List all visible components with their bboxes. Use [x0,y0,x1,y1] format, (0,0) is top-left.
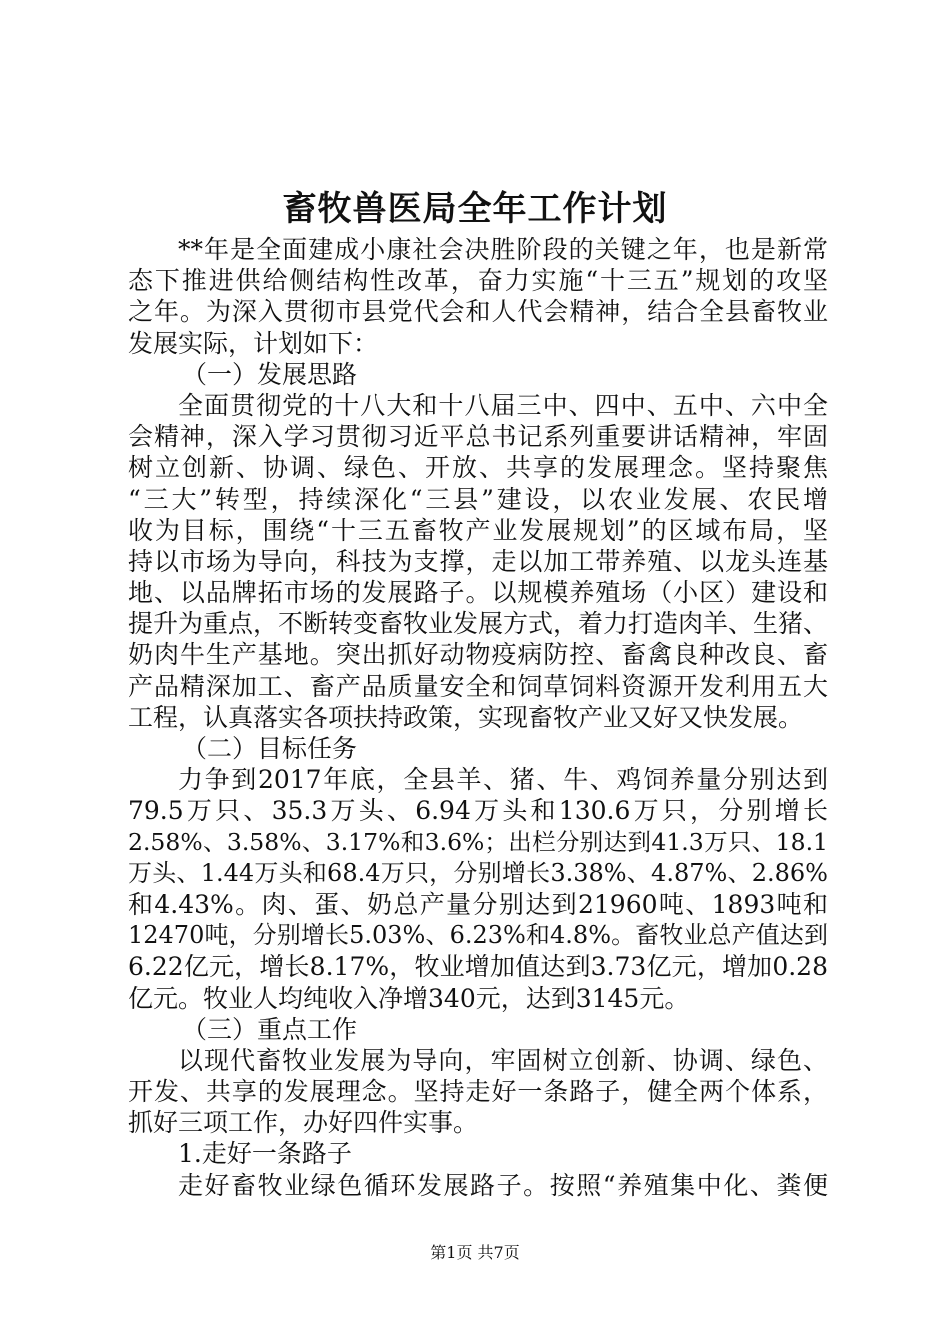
paragraph-line: 以现代畜牧业发展为导向，牢固树立创新、协调、绿色、 [178,1045,828,1075]
document-title: 畜牧兽医局全年工作计划 [282,189,668,229]
paragraph-line: 收为目标，围绕“十三五畜牧产业发展规划”的区域布局，坚 [128,515,828,545]
paragraph-line: 提升为重点，不断转变畜牧业发展方式，着力打造肉羊、生猪、 [128,609,829,639]
paragraph-line: 6.22亿元，增长8.17%，牧业增加值达到3.73亿元，增加0.28 [128,952,828,982]
paragraph-line: 态下推进供给侧结构性改革，奋力实施“十三五”规划的攻坚 [128,266,828,296]
paragraph-line: **年是全面建成小康社会决胜阶段的关键之年，也是新常 [178,235,828,264]
paragraph-line: 会精神，深入学习贯彻习近平总书记系列重要讲话精神，牢固 [128,422,828,452]
paragraph-line: 力争到2017年底，全县羊、猪、牛、鸡饲养量分别达到 [178,765,828,795]
document-body [128,234,828,1201]
paragraph-line: 走好畜牧业绿色循环发展路子。按照“养殖集中化、粪便 [178,1170,828,1200]
paragraph-line: 抓好三项工作，办好四件实事。 [128,1108,479,1138]
paragraph-line: “三大”转型，持续深化“三县”建设，以农业发展、农民增 [128,484,828,514]
paragraph-line: 之年。为深入贯彻市县党代会和人代会精神，结合全县畜牧业 [128,297,828,327]
paragraph-line: 奶肉牛生产基地。突出抓好动物疫病防控、畜禽良种改良、畜 [128,640,828,670]
paragraph-line: 产品精深加工、畜产品质量安全和饲草饲料资源开发利用五大 [128,671,828,701]
paragraph-line: 12470吨，分别增长5.03%、6.23%和4.8%。畜牧业总产值达到 [128,921,828,950]
paragraph-line: 持以市场为导向，科技为支撑，走以加工带养殖、以龙头连基 [128,546,828,576]
paragraph-line: 地、以品牌拓市场的发展路子。以规模养殖场（小区）建设和 [128,578,828,608]
section-heading: （三）重点工作 [182,1014,358,1044]
section-heading: （二）目标任务 [182,734,358,763]
paragraph-line: 树立创新、协调、绿色、开放、共享的发展理念。坚持聚焦 [128,453,828,483]
section-heading: （一）发展思路 [182,359,358,389]
paragraph-line: 79.5万只、35.3万头、6.94万头和130.6万只，分别增长 [128,796,828,826]
paragraph-line: 工程，认真落实各项扶持政策，实现畜牧产业又好又快发展。 [128,702,804,732]
subsection-heading: 1.走好一条路子 [178,1139,352,1169]
paragraph-line: 亿元。牧业人均纯收入净增340元，达到3145元。 [128,983,690,1013]
paragraph-line: 开发、共享的发展理念。坚持走好一条路子，健全两个体系， [128,1077,828,1107]
paragraph-line: 万头、1.44万头和68.4万只，分别增长3.38%、4.87%、2.86% [128,858,828,887]
paragraph-line: 发展实际，计划如下： [128,328,379,358]
paragraph-line: 2.58%、3.58%、3.17%和3.6%；出栏分别达到41.3万只、18.1 [128,827,828,856]
paragraph-line: 和4.43%。肉、蛋、奶总产量分别达到21960吨、1893吨和 [128,889,828,919]
page-footer: 第1页 共7页 [430,1243,520,1262]
paragraph-line: 全面贯彻党的十八大和十八届三中、四中、五中、六中全 [178,390,828,420]
